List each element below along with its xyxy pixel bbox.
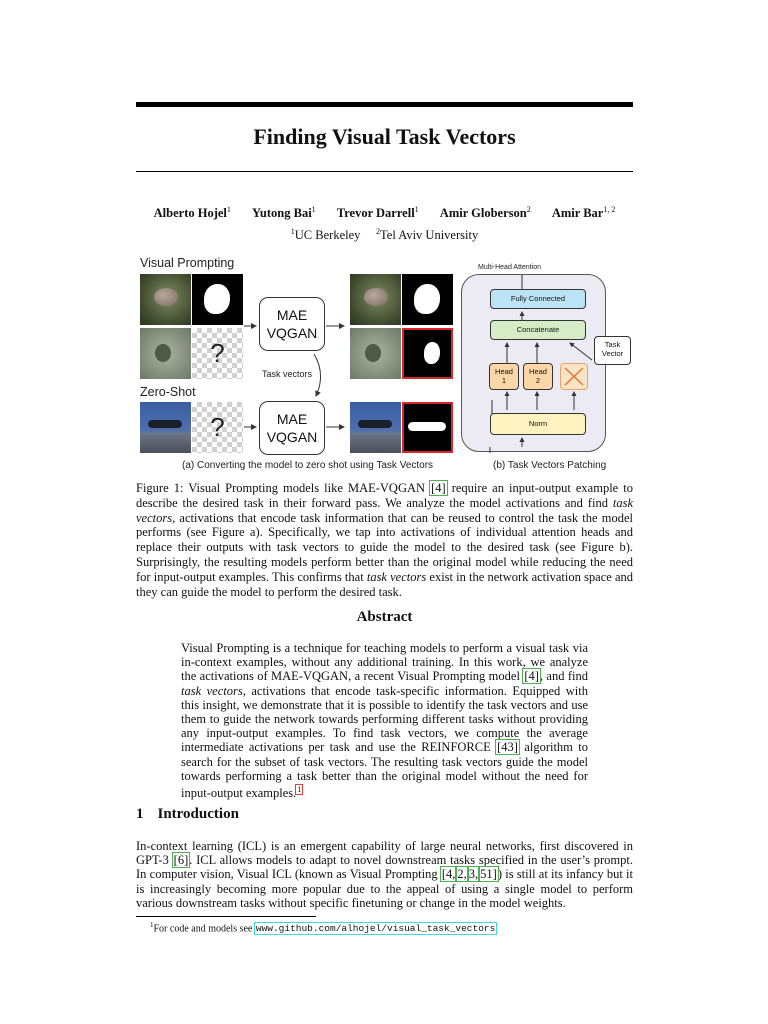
hummingbird-image bbox=[350, 328, 401, 379]
citation-link[interactable]: [6] bbox=[173, 853, 189, 868]
abstract-text: algorithm to search for the subset of task vectors. The resulting task vectors guide the model towards performing a task better than the original model without the need for input-output examples. bbox=[181, 740, 589, 801]
citation-link[interactable]: 51] bbox=[480, 867, 497, 882]
predicted-mask-image bbox=[402, 328, 453, 379]
author-list bbox=[136, 205, 633, 221]
task-vector-label: Vector bbox=[601, 349, 624, 358]
citation-link[interactable]: 3, bbox=[468, 867, 479, 882]
author: Trevor Darrell$^1$ bbox=[336, 205, 419, 221]
author: Yutong Bai$^1$ bbox=[252, 205, 316, 221]
task-vector-label: Task bbox=[604, 340, 621, 349]
section-title: Introduction bbox=[157, 806, 239, 822]
figure-subcaption-b: (b) Task Vectors Patching bbox=[493, 460, 607, 471]
caption-text: exist in the network activation space and they can guide the model to perform the desired task. bbox=[136, 569, 633, 599]
head-label: Head bbox=[529, 367, 547, 376]
head-1-block bbox=[489, 363, 519, 390]
affiliation: $^2$Tel Aviv University bbox=[376, 227, 479, 243]
pigeon-image bbox=[350, 274, 401, 325]
footnote-ref-link[interactable]: 1 bbox=[297, 785, 302, 795]
top-rule bbox=[136, 102, 633, 107]
vqgan-label: VQGAN bbox=[266, 325, 318, 341]
abstract-heading: Abstract bbox=[356, 609, 413, 625]
introduction-body bbox=[136, 839, 633, 910]
caption-emphasis: task vectors bbox=[136, 495, 633, 525]
affiliation: $^1$UC Berkeley bbox=[290, 227, 361, 243]
pigeon-mask-image bbox=[402, 274, 453, 325]
norm-block: Norm bbox=[490, 413, 586, 435]
concatenate-block: Concatenate bbox=[490, 320, 586, 340]
patched-head-block bbox=[560, 363, 588, 390]
intro-text: In-context learning (ICL) is an emergent capability of large neural networks, first discovered in GPT-3 bbox=[136, 839, 633, 868]
footnote-marker: 1 bbox=[150, 921, 154, 929]
head-label: Head bbox=[495, 367, 513, 376]
section-number: 1 bbox=[136, 806, 144, 822]
head-2-block bbox=[523, 363, 553, 390]
head-index: 2 bbox=[535, 376, 541, 385]
abstract-text: , and find bbox=[539, 669, 588, 684]
mae-label: MAE bbox=[276, 307, 308, 323]
citation-link[interactable]: [4] bbox=[524, 669, 539, 684]
caption-text: , activations that encode task information that can be reused to control the task the model performs (see Figure a). Specifically, we tap into activations of individual attention heads and replace their outputs with task vectors to guide the model to the desired task (see Figure b). Surprisingly, the resulting models perform better than the original model while reducing the need for input-output examples. This confirms that bbox=[136, 510, 633, 584]
caption-text: Figure 1: Visual Prompting models like MAE-VQGAN bbox=[136, 481, 431, 495]
mae-label: MAE bbox=[276, 411, 308, 427]
section-heading bbox=[136, 806, 239, 823]
citation-link[interactable]: 2, bbox=[457, 867, 467, 882]
intro-text: ) is still at its infancy but it is increasingly becoming more popular due to the appeal of using a single model to perform various downstream tasks without specific finetuning or change in the model weights. bbox=[136, 867, 633, 910]
footnote bbox=[150, 921, 496, 934]
caption-emphasis: task vectors bbox=[366, 569, 427, 584]
github-link[interactable]: www.github.com/alhojel/visual_task_vectors bbox=[255, 923, 496, 935]
multi-head-attention-label: Multi-Head Attention bbox=[478, 264, 542, 271]
figure-1 bbox=[136, 254, 633, 476]
figure-subcaption-a: (a) Converting the model to zero shot using Task Vectors bbox=[182, 460, 434, 471]
abstract-text: Visual Prompting is a technique for teaching models to perform a visual task via in-context examples, without any additional training. In this work, we analyze the activations of MAE-VQGAN, a recent Visual Prompting model bbox=[181, 641, 588, 684]
airplane-image bbox=[350, 402, 401, 453]
abstract-body bbox=[181, 641, 588, 800]
predicted-mask-image bbox=[402, 402, 453, 453]
task-vectors-label: Task vectors bbox=[262, 369, 313, 379]
fully-connected-block: Fully Connected bbox=[490, 289, 586, 309]
abstract-text: , activations that encode task-specific information. Equipped with this insight, we demonstrate that it is possible to identify the task vectors and use them to guide the network towards performing different tasks without providing any input-output examples. To find task vectors, we compute the average intermediate activations per task and use the REINFORCE bbox=[181, 683, 589, 755]
author: Amir Bar$^{1, 2}$ bbox=[551, 205, 616, 221]
vqgan-label: VQGAN bbox=[266, 429, 318, 445]
intro-text: . ICL allows models to adapt to novel downstream tasks specified in the user’s prompt. In computer vision, Visual ICL (known as Visual Prompting bbox=[136, 853, 633, 882]
citation-link[interactable]: [4] bbox=[431, 481, 446, 495]
head-index: 1 bbox=[501, 376, 507, 385]
author: Amir Globerson$^2$ bbox=[439, 205, 531, 221]
citation-link[interactable]: [4, bbox=[441, 867, 456, 882]
paper-title: Finding Visual Task Vectors bbox=[253, 124, 516, 149]
citation-link[interactable]: [43] bbox=[497, 740, 518, 755]
figure-caption bbox=[136, 481, 633, 599]
cross-icon bbox=[561, 364, 587, 389]
question-mark: ? bbox=[210, 412, 225, 442]
title-rule bbox=[136, 171, 633, 172]
caption-text: require an input-output example to describe the desired task in their forward pass. We analyze the model activations and find bbox=[136, 481, 633, 510]
author: Alberto Hojel$^1$ bbox=[153, 205, 231, 221]
footnote-text: For code and models see bbox=[153, 923, 255, 935]
footnote-rule bbox=[136, 916, 316, 917]
abstract-emphasis: task vectors bbox=[181, 683, 243, 698]
mae-vqgan-box bbox=[259, 401, 325, 455]
attention-block-panel bbox=[461, 274, 606, 452]
question-mark: ? bbox=[210, 338, 225, 368]
affiliations bbox=[136, 227, 633, 243]
visual-prompting-label: Visual Prompting bbox=[140, 256, 235, 270]
zero-shot-label: Zero-Shot bbox=[140, 385, 196, 399]
task-vector-block bbox=[594, 336, 631, 365]
mae-vqgan-box bbox=[259, 297, 325, 351]
